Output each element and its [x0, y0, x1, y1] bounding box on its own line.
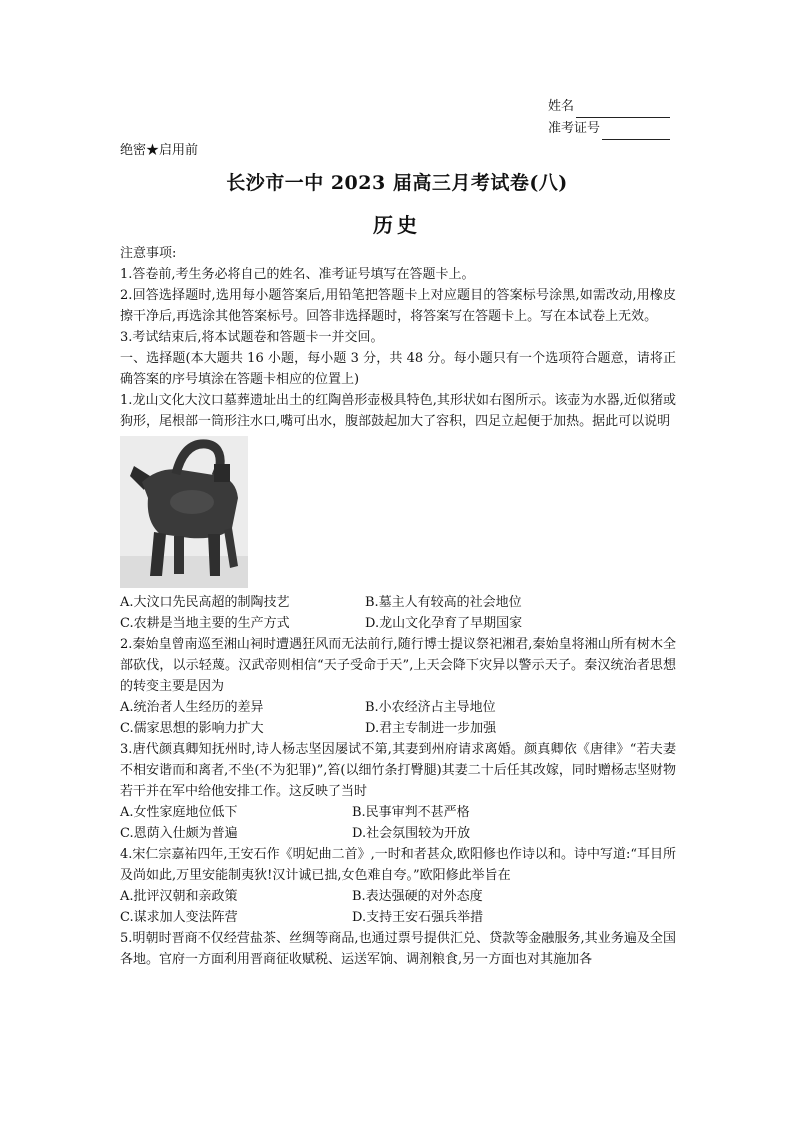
option-c[interactable]: C.谋求加人变法阵营 — [120, 910, 238, 925]
option-d[interactable]: D.君主专制进一步加强 — [365, 721, 497, 736]
exam-number-label: 准考证号 — [548, 121, 601, 136]
name-blank[interactable] — [576, 102, 670, 118]
option-d[interactable]: D.支持王安石强兵举措 — [352, 910, 484, 925]
question-options — [120, 697, 676, 739]
question-stem: 4.宋仁宗嘉祐四年,王安石作《明妃曲二首》,一时和者甚众,欧阳修也作诗以和。诗中写道:“耳目所及尚如此,万里安能制夷狄!汉计诚已拙,女色难自夸。”欧阳修此举旨在 — [120, 847, 676, 883]
question-stem: 1.龙山文化大汶口墓葬遗址出土的红陶兽形壶极具特色,其形状如右图所示。该壶为水器,近似猪或狗形，尾根部一筒形注水口,嘴可出水，腹部鼓起加大了容积，四足立起便于加热。据此可以说明 — [120, 393, 676, 429]
question-stem: 3.唐代颜真卿知抚州时,诗人杨志坚因屡试不第,其妻到州府请求离婚。颜真卿依《唐律》“若夫妻不相安谐而和离者,不坐(不为犯罪)”,笞(以细竹条打臀腿)其妻二十后任其改嫁，同时赠杨志坚财物若干并在军中给他安排工作。这反映了当时 — [120, 742, 676, 799]
option-b[interactable]: B.小农经济占主导地位 — [365, 700, 496, 715]
option-a[interactable]: A.批评汉朝和亲政策 — [120, 889, 238, 904]
question-options — [120, 886, 676, 928]
question-options — [120, 592, 676, 634]
option-b[interactable]: B.表达强硬的对外态度 — [352, 889, 483, 904]
option-a[interactable]: A.大汶口先民高超的制陶技艺 — [120, 595, 290, 610]
subject-title: 历史 — [373, 213, 421, 237]
pottery-vessel-figure — [120, 436, 248, 588]
exam-title: 长沙市一中 2023 届高三月考试卷(八) — [226, 172, 568, 194]
section-heading: 一、选择题(本大题共 16 小题，每小题 3 分，共 48 分。每小题只有一个选项符合题意，请将正确答案的序号填涂在答题卡相应的位置上) — [120, 351, 676, 387]
candidate-fields — [548, 96, 670, 140]
secret-mark: 绝密★启用前 — [120, 143, 199, 158]
option-b[interactable]: B.墓主人有较高的社会地位 — [365, 595, 522, 610]
option-b[interactable]: B.民事审判不甚严格 — [352, 805, 470, 820]
option-a[interactable]: A.统治者人生经历的差异 — [120, 700, 264, 715]
option-a[interactable]: A.女性家庭地位低下 — [120, 805, 238, 820]
question-stem: 2.秦始皇曾南巡至湘山祠时遭遇狂风而无法前行,随行博士提议祭祀湘君,秦始皇将湘山所有树木全部砍伐，以示轻蔑。汉武帝则相信“天子受命于天”,上天会降下灾异以警示天子。秦汉统治者思想的转变主要是因为 — [120, 637, 676, 694]
notes-heading: 注意事项: — [120, 246, 177, 261]
question-options — [120, 802, 676, 844]
name-label: 姓名 — [548, 99, 575, 114]
note-item: 3.考试结束后,将本试题卷和答题卡一并交回。 — [120, 330, 384, 345]
note-item: 2.回答选择题时,选用每小题答案后,用铅笔把答题卡上对应题目的答案标号涂黑,如需改动,用橡皮擦干净后,再选涂其他答案标号。回答非选择题时，将答案写在答题卡上。写在本试卷上无效。 — [120, 288, 676, 324]
exam-number-field[interactable] — [548, 118, 670, 140]
option-d[interactable]: D.龙山文化孕育了早期国家 — [365, 616, 523, 631]
option-d[interactable]: D.社会氛围较为开放 — [352, 826, 471, 841]
exam-content — [120, 243, 676, 970]
question-stem: 5.明朝时晋商不仅经营盐茶、丝绸等商品,也通过票号提供汇兑、贷款等金融服务,其业务遍及全国各地。官府一方面利用晋商征收赋税、运送军饷、调剂粮食,另一方面也对其施加各 — [120, 931, 676, 967]
option-c[interactable]: C.农耕是当地主要的生产方式 — [120, 616, 290, 631]
pottery-vessel-image — [120, 436, 248, 588]
name-field[interactable] — [548, 96, 670, 118]
exam-number-blank[interactable] — [602, 124, 670, 140]
note-item: 1.答卷前,考生务必将自己的姓名、准考证号填写在答题卡上。 — [120, 267, 475, 282]
option-c[interactable]: C.恩荫入仕颇为普遍 — [120, 826, 238, 841]
option-c[interactable]: C.儒家思想的影响力扩大 — [120, 721, 264, 736]
